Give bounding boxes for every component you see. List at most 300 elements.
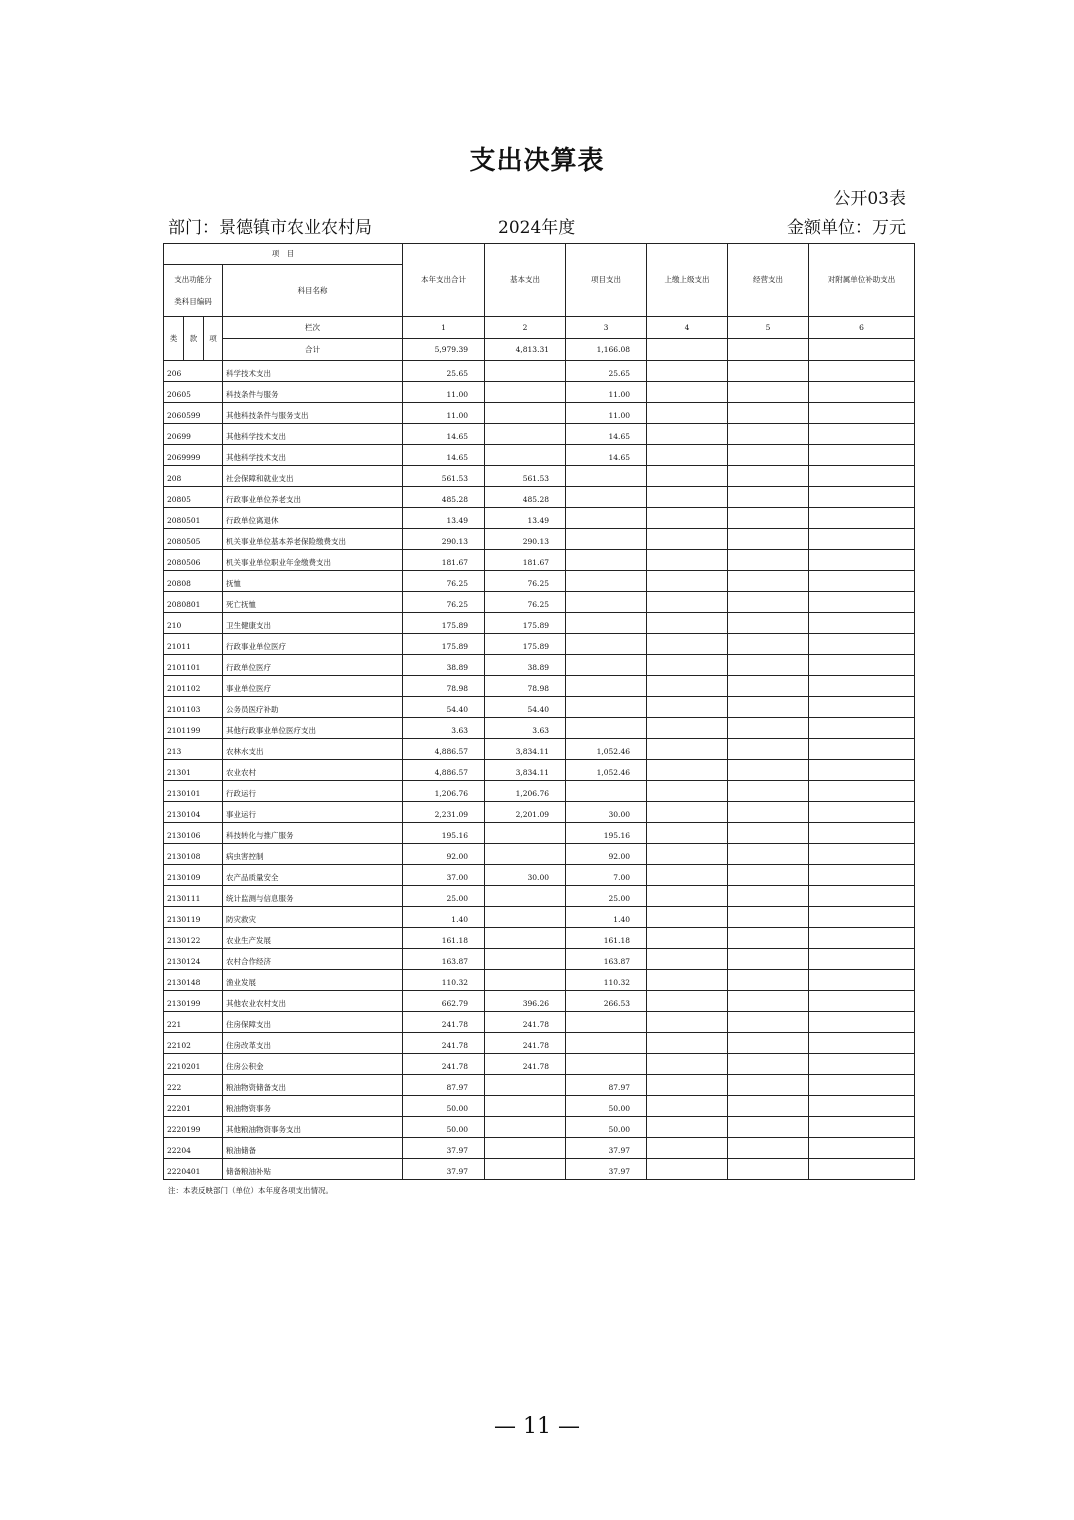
cell-subsidy <box>809 928 915 949</box>
cell-basic <box>485 844 566 865</box>
cell-subject-name: 死亡抚恤 <box>223 592 403 613</box>
cell-total: 175.89 <box>403 634 485 655</box>
cell-subject-name: 行政事业单位医疗 <box>223 634 403 655</box>
cell-total: 1,206.76 <box>403 781 485 802</box>
cell-total: 54.40 <box>403 697 485 718</box>
cell-basic: 38.89 <box>485 655 566 676</box>
cell-subsidy <box>809 529 915 550</box>
cell-subject-name: 公务员医疗补助 <box>223 697 403 718</box>
cell-upper <box>647 760 728 781</box>
cell-total: 14.65 <box>403 445 485 466</box>
table-row <box>164 1159 915 1180</box>
cell-subject-name: 科技条件与服务 <box>223 382 403 403</box>
table-row <box>164 697 915 718</box>
cell-upper <box>647 424 728 445</box>
cell-upper <box>647 991 728 1012</box>
cell-subject-name: 粮油物资储备支出 <box>223 1075 403 1096</box>
table-row <box>164 550 915 571</box>
cell-business <box>728 550 809 571</box>
cell-business <box>728 823 809 844</box>
cell-total: 181.67 <box>403 550 485 571</box>
cell-total: 241.78 <box>403 1054 485 1075</box>
table-row <box>164 802 915 823</box>
cell-business <box>728 1117 809 1138</box>
cell-business <box>728 487 809 508</box>
cell-total: 175.89 <box>403 613 485 634</box>
cell-code: 2080501 <box>164 508 223 529</box>
cell-total: 241.78 <box>403 1012 485 1033</box>
cell-business <box>728 1138 809 1159</box>
cell-basic <box>485 970 566 991</box>
cell-upper <box>647 928 728 949</box>
cell-code: 22204 <box>164 1138 223 1159</box>
cell-code: 2130108 <box>164 844 223 865</box>
cell-upper <box>647 508 728 529</box>
cell-basic: 485.28 <box>485 487 566 508</box>
cell-code: 2130109 <box>164 865 223 886</box>
cell-upper <box>647 1054 728 1075</box>
cell-subsidy <box>809 802 915 823</box>
cell-subsidy <box>809 1075 915 1096</box>
cell-code: 2130104 <box>164 802 223 823</box>
cell-basic <box>485 1117 566 1138</box>
header-xiang: 项 <box>204 317 223 361</box>
cell-upper <box>647 1138 728 1159</box>
cell-code: 2101103 <box>164 697 223 718</box>
cell-subject-name: 其他农业农村支出 <box>223 991 403 1012</box>
cell-total: 25.65 <box>403 361 485 382</box>
cell-subsidy <box>809 1117 915 1138</box>
cell-subsidy <box>809 403 915 424</box>
table-row <box>164 760 915 781</box>
cell-subject-name: 科学技术支出 <box>223 361 403 382</box>
cell-project <box>566 718 647 739</box>
cell-upper <box>647 613 728 634</box>
table-row <box>164 445 915 466</box>
cell-basic: 76.25 <box>485 571 566 592</box>
cell-total: 14.65 <box>403 424 485 445</box>
total-value <box>728 339 809 361</box>
cell-total: 92.00 <box>403 844 485 865</box>
cell-subsidy <box>809 592 915 613</box>
cell-total: 50.00 <box>403 1096 485 1117</box>
cell-basic <box>485 886 566 907</box>
cell-total: 37.97 <box>403 1159 485 1180</box>
cell-business <box>728 529 809 550</box>
cell-project: 30.00 <box>566 802 647 823</box>
cell-subsidy <box>809 991 915 1012</box>
cell-total: 76.25 <box>403 571 485 592</box>
cell-business <box>728 592 809 613</box>
cell-code: 210 <box>164 613 223 634</box>
cell-business <box>728 781 809 802</box>
cell-basic: 3,834.11 <box>485 760 566 781</box>
cell-upper <box>647 1075 728 1096</box>
cell-business <box>728 1075 809 1096</box>
cell-subsidy <box>809 1054 915 1075</box>
cell-subsidy <box>809 781 915 802</box>
cell-code: 2130111 <box>164 886 223 907</box>
cell-subsidy <box>809 445 915 466</box>
year: 2024年度 <box>498 218 576 238</box>
cell-subject-name: 社会保障和就业支出 <box>223 466 403 487</box>
cell-subject-name: 其他科学技术支出 <box>223 424 403 445</box>
cell-business <box>728 928 809 949</box>
cell-upper <box>647 907 728 928</box>
cell-total: 37.00 <box>403 865 485 886</box>
cell-upper <box>647 403 728 424</box>
cell-business <box>728 1096 809 1117</box>
table-row <box>164 865 915 886</box>
cell-upper <box>647 1096 728 1117</box>
cell-upper <box>647 1033 728 1054</box>
table-row <box>164 907 915 928</box>
cell-total: 11.00 <box>403 382 485 403</box>
cell-basic <box>485 1138 566 1159</box>
cell-subsidy <box>809 970 915 991</box>
cell-subject-name: 渔业发展 <box>223 970 403 991</box>
table-row <box>164 844 915 865</box>
cell-total: 485.28 <box>403 487 485 508</box>
cell-subsidy <box>809 382 915 403</box>
header-func-code <box>164 265 223 317</box>
table-row <box>164 781 915 802</box>
cell-project: 37.97 <box>566 1159 647 1180</box>
cell-total: 662.79 <box>403 991 485 1012</box>
cell-basic <box>485 403 566 424</box>
cell-business <box>728 1033 809 1054</box>
col-num: 1 <box>403 317 485 339</box>
cell-subsidy <box>809 886 915 907</box>
cell-project: 1,052.46 <box>566 760 647 781</box>
cell-code: 208 <box>164 466 223 487</box>
cell-project: 14.65 <box>566 445 647 466</box>
cell-total: 4,886.57 <box>403 760 485 781</box>
cell-business <box>728 697 809 718</box>
cell-business <box>728 403 809 424</box>
cell-total: 4,886.57 <box>403 739 485 760</box>
cell-code: 2069999 <box>164 445 223 466</box>
cell-project: 87.97 <box>566 1075 647 1096</box>
cell-basic: 241.78 <box>485 1012 566 1033</box>
cell-code: 22102 <box>164 1033 223 1054</box>
cell-code: 21011 <box>164 634 223 655</box>
cell-subsidy <box>809 1159 915 1180</box>
cell-total: 163.87 <box>403 949 485 970</box>
cell-upper <box>647 823 728 844</box>
cell-project <box>566 550 647 571</box>
table-row <box>164 739 915 760</box>
cell-upper <box>647 529 728 550</box>
cell-upper <box>647 466 728 487</box>
cell-upper <box>647 382 728 403</box>
cell-basic: 175.89 <box>485 634 566 655</box>
cell-subject-name: 住房公积金 <box>223 1054 403 1075</box>
cell-subject-name: 统计监测与信息服务 <box>223 886 403 907</box>
cell-business <box>728 991 809 1012</box>
cell-code: 2080506 <box>164 550 223 571</box>
total-value: 4,813.31 <box>485 339 566 361</box>
cell-code: 20699 <box>164 424 223 445</box>
cell-upper <box>647 487 728 508</box>
cell-project: 50.00 <box>566 1096 647 1117</box>
header-lanci: 栏次 <box>223 317 403 339</box>
cell-business <box>728 613 809 634</box>
cell-project: 25.00 <box>566 886 647 907</box>
cell-project <box>566 1012 647 1033</box>
cell-subsidy <box>809 718 915 739</box>
cell-business <box>728 907 809 928</box>
cell-subject-name: 其他行政事业单位医疗支出 <box>223 718 403 739</box>
cell-project <box>566 613 647 634</box>
cell-basic <box>485 445 566 466</box>
cell-subsidy <box>809 739 915 760</box>
cell-basic: 76.25 <box>485 592 566 613</box>
table-row <box>164 613 915 634</box>
cell-upper <box>647 718 728 739</box>
cell-business <box>728 844 809 865</box>
cell-basic: 30.00 <box>485 865 566 886</box>
cell-business <box>728 382 809 403</box>
col-num: 5 <box>728 317 809 339</box>
cell-project: 37.97 <box>566 1138 647 1159</box>
cell-project <box>566 466 647 487</box>
cell-code: 2130148 <box>164 970 223 991</box>
cell-subsidy <box>809 760 915 781</box>
cell-business <box>728 1012 809 1033</box>
cell-subsidy <box>809 361 915 382</box>
cell-upper <box>647 592 728 613</box>
cell-subject-name: 储备粮油补贴 <box>223 1159 403 1180</box>
cell-upper <box>647 739 728 760</box>
cell-upper <box>647 550 728 571</box>
cell-total: 38.89 <box>403 655 485 676</box>
table-row <box>164 1033 915 1054</box>
cell-basic <box>485 1159 566 1180</box>
cell-basic: 181.67 <box>485 550 566 571</box>
cell-code: 2220199 <box>164 1117 223 1138</box>
cell-subject-name: 行政单位医疗 <box>223 655 403 676</box>
cell-upper <box>647 886 728 907</box>
table-row <box>164 949 915 970</box>
table-row <box>164 823 915 844</box>
cell-subject-name: 农业农村 <box>223 760 403 781</box>
table-row <box>164 655 915 676</box>
page-number: — 11 — <box>494 1414 580 1439</box>
department: 部门：景德镇市农业农村局 <box>168 218 372 238</box>
cell-project: 50.00 <box>566 1117 647 1138</box>
cell-upper <box>647 361 728 382</box>
cell-subject-name: 机关事业单位基本养老保险缴费支出 <box>223 529 403 550</box>
cell-code: 2130119 <box>164 907 223 928</box>
col-num: 6 <box>809 317 915 339</box>
cell-basic <box>485 1096 566 1117</box>
cell-upper <box>647 1117 728 1138</box>
cell-basic: 561.53 <box>485 466 566 487</box>
cell-project <box>566 592 647 613</box>
cell-project: 11.00 <box>566 382 647 403</box>
cell-basic <box>485 1075 566 1096</box>
cell-business <box>728 739 809 760</box>
total-value <box>809 339 915 361</box>
table-row <box>164 508 915 529</box>
footnote: 注：本表反映部门（单位）本年度各项支出情况。 <box>168 1186 333 1195</box>
cell-business <box>728 949 809 970</box>
cell-upper <box>647 655 728 676</box>
header-lei: 类 <box>164 317 184 361</box>
cell-basic: 2,201.09 <box>485 802 566 823</box>
cell-subsidy <box>809 697 915 718</box>
cell-code: 2130106 <box>164 823 223 844</box>
cell-code: 20805 <box>164 487 223 508</box>
cell-project: 266.53 <box>566 991 647 1012</box>
header-col-6: 对附属单位补助支出 <box>809 244 915 317</box>
cell-subsidy <box>809 655 915 676</box>
header-col-4: 上缴上级支出 <box>647 244 728 317</box>
cell-total: 561.53 <box>403 466 485 487</box>
cell-upper <box>647 571 728 592</box>
cell-project <box>566 1054 647 1075</box>
cell-project <box>566 655 647 676</box>
cell-total: 87.97 <box>403 1075 485 1096</box>
total-value: 1,166.08 <box>566 339 647 361</box>
cell-code: 221 <box>164 1012 223 1033</box>
header-col-1: 本年支出合计 <box>403 244 485 317</box>
cell-subsidy <box>809 1138 915 1159</box>
cell-subsidy <box>809 865 915 886</box>
cell-basic: 396.26 <box>485 991 566 1012</box>
cell-business <box>728 508 809 529</box>
cell-code: 213 <box>164 739 223 760</box>
amount-unit: 金额单位：万元 <box>787 218 906 238</box>
cell-project: 7.00 <box>566 865 647 886</box>
cell-subject-name: 行政事业单位养老支出 <box>223 487 403 508</box>
cell-upper <box>647 1159 728 1180</box>
cell-code: 206 <box>164 361 223 382</box>
cell-total: 161.18 <box>403 928 485 949</box>
total-label: 合计 <box>223 339 403 361</box>
cell-business <box>728 445 809 466</box>
cell-subject-name: 行政单位离退休 <box>223 508 403 529</box>
cell-subject-name: 粮油物资事务 <box>223 1096 403 1117</box>
cell-code: 2130101 <box>164 781 223 802</box>
cell-total: 290.13 <box>403 529 485 550</box>
header-col-3: 项目支出 <box>566 244 647 317</box>
header-item: 项 目 <box>164 244 403 265</box>
func-code-label-2: 类科目编码 <box>174 296 212 306</box>
col-num: 2 <box>485 317 566 339</box>
cell-subject-name: 其他科技条件与服务支出 <box>223 403 403 424</box>
cell-project: 14.65 <box>566 424 647 445</box>
cell-project: 195.16 <box>566 823 647 844</box>
cell-business <box>728 571 809 592</box>
table-row <box>164 1075 915 1096</box>
table-row <box>164 928 915 949</box>
table-row <box>164 718 915 739</box>
cell-upper <box>647 844 728 865</box>
cell-project <box>566 781 647 802</box>
cell-total: 50.00 <box>403 1117 485 1138</box>
cell-basic: 78.98 <box>485 676 566 697</box>
table-row <box>164 1117 915 1138</box>
cell-code: 2130199 <box>164 991 223 1012</box>
cell-total: 241.78 <box>403 1033 485 1054</box>
cell-upper <box>647 697 728 718</box>
cell-subsidy <box>809 1096 915 1117</box>
cell-code: 2080505 <box>164 529 223 550</box>
cell-business <box>728 424 809 445</box>
cell-subsidy <box>809 424 915 445</box>
cell-subject-name: 事业单位医疗 <box>223 676 403 697</box>
cell-subject-name: 其他科学技术支出 <box>223 445 403 466</box>
cell-upper <box>647 634 728 655</box>
table-row <box>164 571 915 592</box>
cell-total: 195.16 <box>403 823 485 844</box>
table-row <box>164 592 915 613</box>
cell-code: 222 <box>164 1075 223 1096</box>
cell-upper <box>647 802 728 823</box>
cell-subsidy <box>809 676 915 697</box>
cell-business <box>728 466 809 487</box>
cell-subsidy <box>809 571 915 592</box>
cell-code: 22201 <box>164 1096 223 1117</box>
cell-project <box>566 487 647 508</box>
cell-subsidy <box>809 1033 915 1054</box>
cell-subject-name: 病虫害控制 <box>223 844 403 865</box>
table-row <box>164 1054 915 1075</box>
cell-basic: 241.78 <box>485 1033 566 1054</box>
cell-business <box>728 676 809 697</box>
cell-subject-name: 防灾救灾 <box>223 907 403 928</box>
cell-subsidy <box>809 487 915 508</box>
cell-subject-name: 粮油储备 <box>223 1138 403 1159</box>
cell-business <box>728 886 809 907</box>
cell-subsidy <box>809 634 915 655</box>
cell-total: 76.25 <box>403 592 485 613</box>
cell-subject-name: 住房改革支出 <box>223 1033 403 1054</box>
cell-total: 78.98 <box>403 676 485 697</box>
cell-code: 21301 <box>164 760 223 781</box>
cell-project <box>566 571 647 592</box>
cell-subsidy <box>809 508 915 529</box>
total-value <box>647 339 728 361</box>
cell-total: 37.97 <box>403 1138 485 1159</box>
cell-subsidy <box>809 550 915 571</box>
cell-business <box>728 361 809 382</box>
table-row <box>164 970 915 991</box>
header-kuan: 款 <box>184 317 204 361</box>
cell-subsidy <box>809 466 915 487</box>
cell-project: 25.65 <box>566 361 647 382</box>
cell-subject-name: 卫生健康支出 <box>223 613 403 634</box>
cell-basic: 54.40 <box>485 697 566 718</box>
cell-business <box>728 1159 809 1180</box>
table-row <box>164 487 915 508</box>
cell-upper <box>647 676 728 697</box>
cell-project: 11.00 <box>566 403 647 424</box>
cell-basic: 175.89 <box>485 613 566 634</box>
cell-business <box>728 655 809 676</box>
cell-subject-name: 农产品质量安全 <box>223 865 403 886</box>
cell-basic <box>485 949 566 970</box>
cell-subsidy <box>809 949 915 970</box>
cell-subject-name: 行政运行 <box>223 781 403 802</box>
table-row <box>164 1096 915 1117</box>
table-section <box>163 243 914 1196</box>
cell-subject-name: 农林水支出 <box>223 739 403 760</box>
table-row <box>164 529 915 550</box>
cell-basic <box>485 361 566 382</box>
